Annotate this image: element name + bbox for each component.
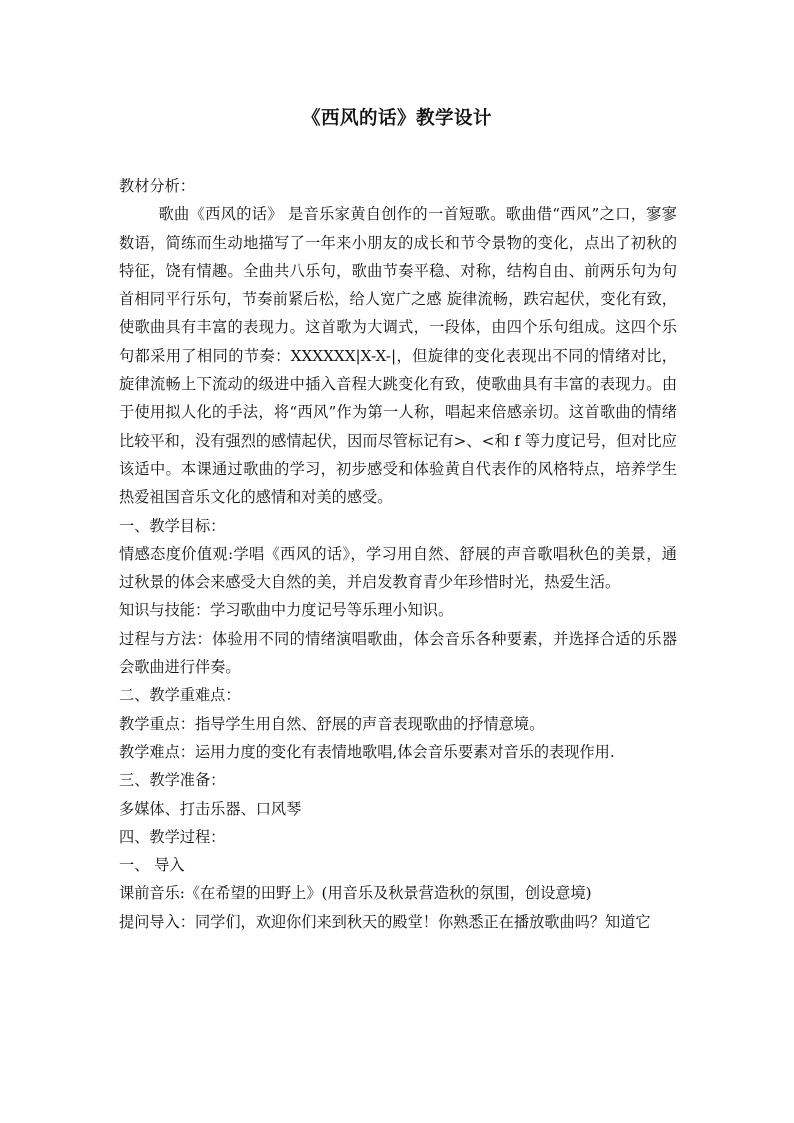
pre-class-music: 课前音乐:《在希望的田野上》(用音乐及秋景营造秋的氛围，创设意境) [119, 884, 592, 903]
question-introduction: 提问导入：同学们，欢迎你们来到秋天的殿堂！你熟悉正在播放歌曲吗？知道它 [119, 912, 651, 931]
goal-knowledge-skills: 知识与技能：学习歌曲中力度记号等乐理小知识。 [119, 601, 454, 620]
section-heading-material-analysis: 教材分析： [119, 177, 195, 195]
key-point: 教学重点：指导学生用自然、舒展的声音表现歌曲的抒情意境。 [119, 714, 545, 733]
document-body [119, 172, 677, 936]
preparation-items: 多媒体、打击乐器、口风琴 [119, 799, 302, 818]
goal-process-method: 过程与方法：体验用不同的情绪演唱歌曲，体会音乐各种要素，并选择合适的乐器会歌曲进行伴奏。 [119, 629, 677, 677]
section-heading-teaching-process: 四、教学过程： [119, 827, 226, 846]
material-analysis-paragraph: 歌曲《西风的话》 是音乐家黄自创作的一首短歌。歌曲借“西风”之口，寥寥数语，简练而生动地描写了一年来小朋友的成长和节令景物的变化，点出了初秋的特征，饶有情趣。全曲共八乐句，歌曲节奏平稳、对称，结构自由、前两乐句为句首相同平行乐句，节奏前紧后松，给人宽广之感 旋律流畅，跌宕起伏，变化有致，使歌曲具有丰富的表现力。这首歌为大调式，一段体，由四个乐句组成。这四个乐句都采用了相同的节奏：XXXXXX|X-X-|，但旋律的变化表现出不同的情绪对比，旋律流畅上下流动的级进中插入音程大跳变化有致，使歌曲具有丰富的表现力。由于使用拟人化的手法，将“西风”作为第一人称，唱起来倍感亲切。这首歌曲的情绪比较平和，没有强烈的感情起伏，因而尽管标记有>、<和 f 等力度记号，但对比应该适中。本课通过歌曲的学习，初步感受和体验黄自代表作的风格特点，培养学生热爱祖国音乐文化的感情和对美的感受。 [119, 205, 677, 507]
document-title: 《西风的话》教学设计 [301, 108, 492, 129]
section-heading-preparation: 三、教学准备： [119, 771, 226, 790]
subheading-introduction: 一、 导入 [119, 856, 185, 875]
goal-emotion-attitude: 情感态度价值观:学唱《西风的话》，学习用自然、舒展的声音歌唱秋色的美景，通过秋景的体会来感受大自然的美，并启发教育青少年珍惜时光，热爱生活。 [119, 544, 677, 592]
difficult-point: 教学难点：运用力度的变化有表情地歌唱,体会音乐要素对音乐的表现作用. [119, 742, 615, 761]
section-heading-teaching-goals: 一、教学目标： [119, 516, 226, 535]
section-heading-key-difficult-points: 二、教学重难点： [119, 686, 241, 705]
